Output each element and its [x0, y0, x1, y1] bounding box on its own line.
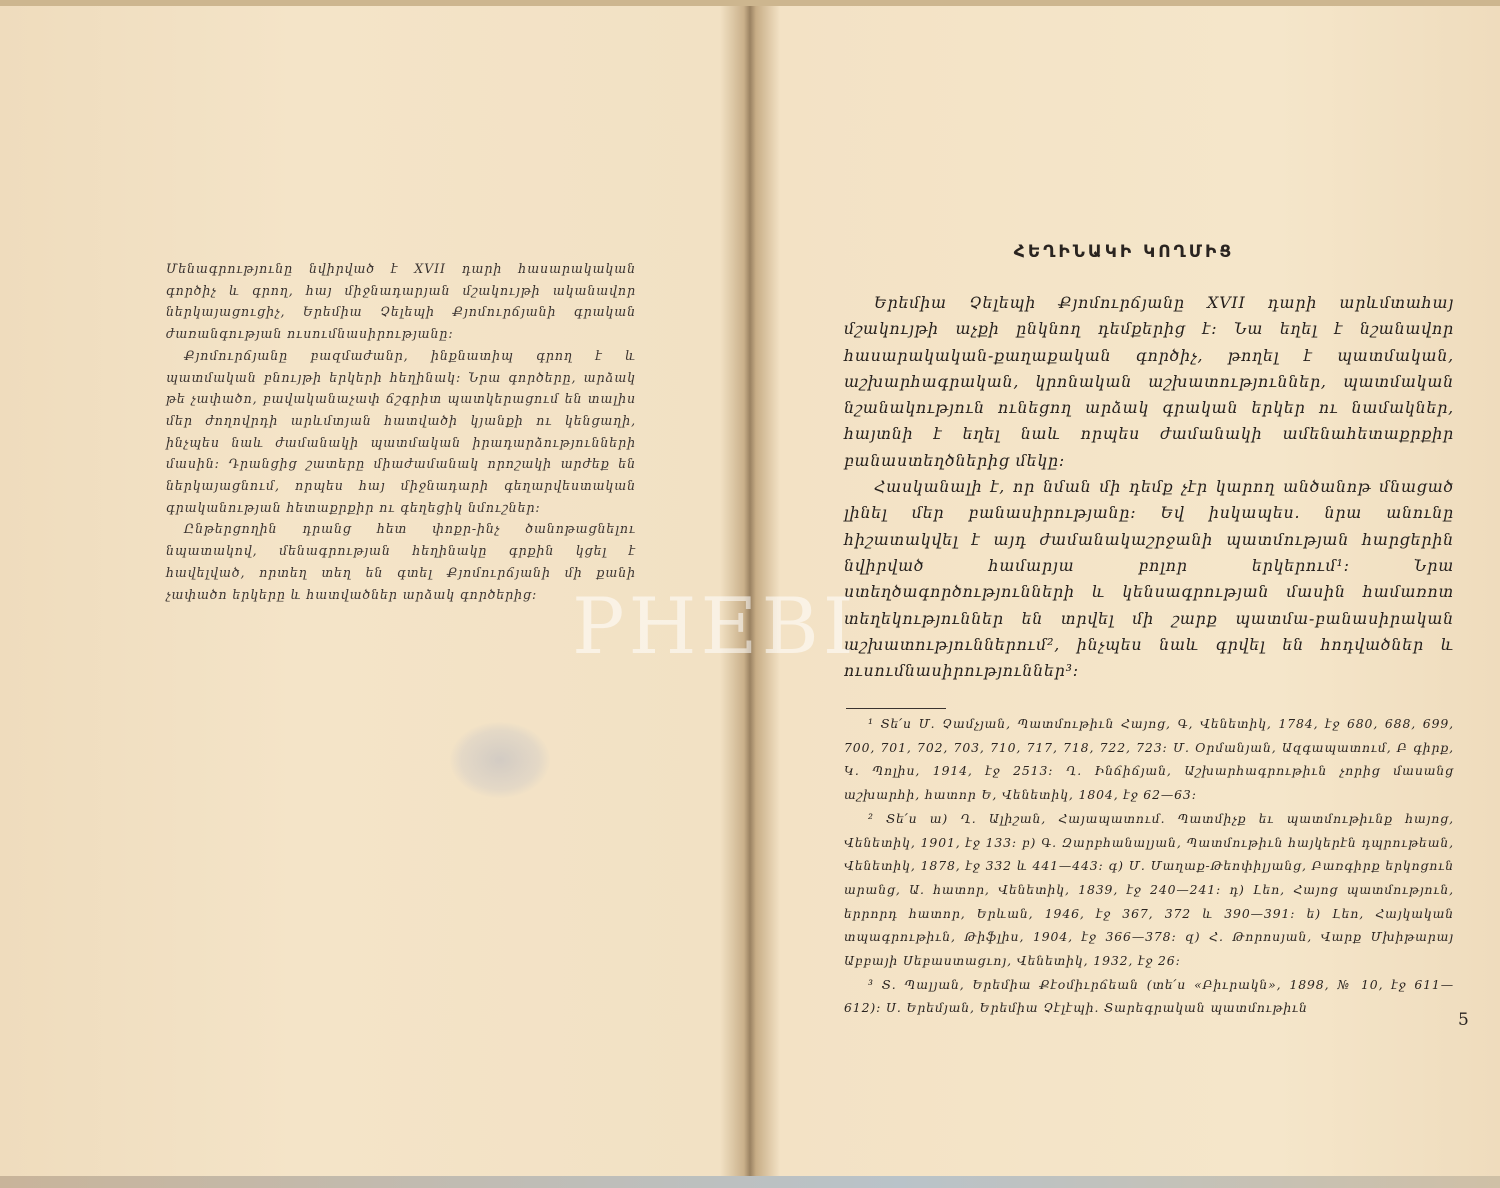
footnote: ¹ Տե՛ս Մ. Չամչյան, Պատմութիւն Հայոց, Գ, Վենետիկ, 1784, էջ 680, 688, 699, 700, 701, 702, 703, 710, 717, 718, 722, 723։ Մ. Օրմանյան, Ազգապատում, Բ գիրք, Կ. Պոլիս, 1914, էջ 2513։ Ղ. Ինճիճյան, Աշխարհագրութիւն չորից մասանց աշխարհի, հատոր Ե, Վենետիկ, 1804, էջ 62—63։	[844, 716, 1454, 803]
footnote-separator	[846, 708, 946, 709]
page-edge-bottom	[0, 1176, 1500, 1188]
footnote: ² Տե՛ս ա) Ղ. Ալիշան, Հայապատում. Պատմիչք եւ պատմութիւնք հայոց, Վենետիկ, 1901, էջ 133։ բ) Գ. Զարբհանալյան, Պատմութիւն հայկերէն դպրութեան, Վենետիկ, 1878, էջ 332 և 441—443։ գ) Մ. Մաղաք-Թեոփիլյանց, Բառգիրք երկոցուն արանց, Ա. հատոր, Վենետիկ, 1839, էջ 240—241։ դ) Լեո, Հայոց պատմություն, երրորդ հատոր, Երևան, 1946, էջ 367, 372 և 390—391։ ե) Լեո, Հայկական տպագրութիւն, Թիֆլիս, 1904, էջ 366—378։ զ) Հ. Թորոսյան, Վարք Մխիթարայ Աբբայի Սեբաստացւոյ, Վենետիկ, 1932, էջ 26։	[844, 810, 1454, 969]
body-text	[844, 290, 1454, 684]
footnotes	[844, 712, 1454, 1020]
right-page	[752, 0, 1500, 1176]
annotation-paragraph: Քյոմուրճյանը բազմաժանր, ինքնատիպ գրող է և պատմական բնույթի երկերի հեղինակ։ Նրա գործերը, արձակ թե չափածո, բավականաչափ ճշգրիտ պատկերացում են տալիս մեր ժողովրդի արևմտյան հատվածի կյանքի ու կենցաղի, ինչպես նաև ժամանակի պատմական իրադարձությունների մասին։ Դրանցից շատերը միաժամանակ որոշակի արժեք են ներկայացնում, որպես հայ միջնադարի գեղարվեստական գրականության հետաքրքիր ու գեղեցիկ նմուշներ։	[166, 347, 636, 515]
footnote: ³ Տ. Պալյան, Երեմիա Քէօմիւրճեան (տե՛ս «Բիւրակն», 1898, № 10, էջ 611—612)։ Ս. Երեմյան, Երեմիա Չէլէպի. Տարեգրական պատմութիւն	[844, 976, 1454, 1016]
body-paragraph: Երեմիա Չելեպի Քյոմուրճյանը XVII դարի արևմտահայ մշակույթի աչքի ընկնող դեմքերից է։ Նա եղել է նշանավոր հասարակական-քաղաքական գործիչ, թողել է պատմական, աշխարհագրական, կրոնական աշխատություններ, պատմական նշանակություն ունեցող արձակ գրական երկեր ու նամակներ, հայտնի է եղել նաև որպես ժամանակի ամենահետաքրքիր բանաստեղծներից մեկը։	[844, 293, 1454, 470]
section-heading: ՀԵՂԻՆԱԿԻ ԿՈՂՄԻՑ	[1013, 242, 1235, 262]
library-stamp	[450, 722, 550, 798]
page-number: 5	[1458, 1010, 1469, 1030]
annotation-text	[166, 258, 636, 605]
annotation-paragraph: Մենագրությունը նվիրված է XVII դարի հասարակական գործիչ և գրող, հայ միջնադարյան մշակույթի ականավոր ներկայացուցիչ, Երեմիա Չելեպի Քյոմուրճյանի գրական ժառանգության ուսումնասիրությանը։	[166, 261, 636, 342]
body-paragraph: Հասկանալի է, որ նման մի դեմք չէր կարող անծանոթ մնացած լինել մեր բանասիրությանը։ Եվ իսկապես. նրա անունը հիշատակվել է այդ ժամանակաշրջանի պատմության հարցերին նվիրված համարյա բոլոր երկերում¹։ Նրա ստեղծագործությունների և կենսագրության մասին համառոտ տեղեկություններ են տրվել մի շարք պատմա-բանասիրական աշխատություններում², ինչպես նաև գրվել են հոդվածներ և ուսումնասիրություններ³։	[844, 477, 1454, 681]
watermark: PHEBI	[572, 582, 858, 672]
annotation-paragraph: Ընթերցողին դրանց հետ փոքր-ինչ ծանոթացնելու նպատակով, մենագրության հեղինակը գրքին կցել է հավելված, որտեղ տեղ են գտել Քյոմուրճյանի մի քանի չափածո երկերը և հատվածներ արձակ գործերից։	[166, 521, 636, 602]
